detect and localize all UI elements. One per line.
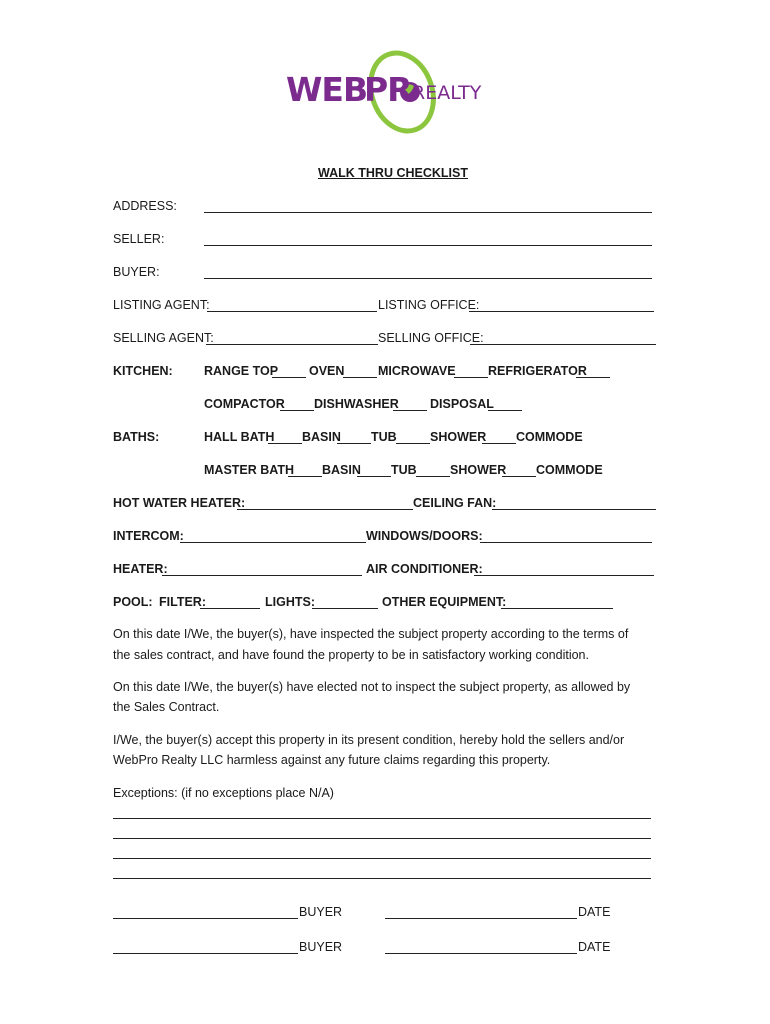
lights-line[interactable]	[312, 608, 378, 609]
baths-hall-bath-label: HALL BATH	[204, 430, 275, 444]
baths-master-tub-line[interactable]	[416, 476, 450, 477]
intercom-label: INTERCOM:	[113, 529, 184, 543]
selling-agent-label: SELLING AGENT:	[113, 331, 214, 345]
kitchen-disposal-line[interactable]	[488, 410, 522, 411]
logo-text-pro: PR	[364, 70, 412, 109]
windows-doors-label: WINDOWS/DOORS:	[366, 529, 483, 543]
para-not-inspected-line2: the Sales Contract.	[113, 700, 220, 714]
exceptions-line-3[interactable]	[113, 858, 651, 859]
page-title: WALK THRU CHECKLIST	[318, 166, 468, 180]
kitchen-dishwasher-label: DISHWASHER	[314, 397, 399, 411]
buyer-line[interactable]	[204, 278, 652, 279]
para-accept-line1: I/We, the buyer(s) accept this property in its present condition, hereby hold the sellers and/or	[113, 733, 625, 747]
intercom-line[interactable]	[180, 542, 366, 543]
date-line-2[interactable]	[385, 953, 577, 954]
selling-agent-line[interactable]	[206, 344, 378, 345]
listing-office-label: LISTING OFFICE:	[378, 298, 480, 312]
baths-master-basin-label: BASIN	[322, 463, 361, 477]
buyer-signature-label-2: BUYER	[299, 940, 343, 954]
para-inspected-line2: the sales contract, and have found the property to be in satisfactory working condition.	[113, 648, 589, 662]
air-conditioner-line[interactable]	[474, 575, 654, 576]
kitchen-compactor-line[interactable]	[280, 410, 314, 411]
kitchen-oven-line[interactable]	[343, 377, 377, 378]
kitchen-refrigerator-line[interactable]	[576, 377, 610, 378]
kitchen-oven-label: OVEN	[309, 364, 345, 378]
baths-master-basin-line[interactable]	[357, 476, 391, 477]
baths-master-shower-line[interactable]	[502, 476, 536, 477]
kitchen-microwave-line[interactable]	[454, 377, 488, 378]
baths-label: BATHS:	[113, 430, 160, 444]
baths-tub-line[interactable]	[396, 443, 430, 444]
pool-label: POOL:	[113, 595, 153, 609]
filter-label: FILTER:	[159, 595, 206, 609]
other-equipment-line[interactable]	[501, 608, 613, 609]
air-conditioner-label: AIR CONDITIONER:	[366, 562, 483, 576]
logo-text-web: WEB	[286, 70, 368, 109]
baths-shower-line[interactable]	[482, 443, 516, 444]
hot-water-heater-line[interactable]	[237, 509, 413, 510]
seller-line[interactable]	[204, 245, 652, 246]
logo-text-realty: REALTY	[412, 82, 482, 104]
kitchen-refrigerator-label: REFRIGERATOR	[488, 364, 587, 378]
exceptions-line-4[interactable]	[113, 878, 651, 879]
para-inspected-line1: On this date I/We, the buyer(s), have inspected the subject property according to the terms of	[113, 627, 629, 641]
baths-hall-bath-line[interactable]	[268, 443, 302, 444]
buyer-signature-line-2[interactable]	[113, 953, 298, 954]
selling-office-line[interactable]	[470, 344, 656, 345]
date-label-1: DATE	[578, 905, 611, 919]
windows-doors-line[interactable]	[480, 542, 652, 543]
filter-line[interactable]	[200, 608, 260, 609]
ceiling-fan-label: CEILING FAN:	[413, 496, 497, 510]
webpro-realty-logo	[282, 48, 492, 144]
hot-water-heater-label: HOT WATER HEATER:	[113, 496, 246, 510]
address-line[interactable]	[204, 212, 652, 213]
listing-agent-line[interactable]	[207, 311, 377, 312]
kitchen-compactor-label: COMPACTOR	[204, 397, 285, 411]
kitchen-range-top-line[interactable]	[272, 377, 306, 378]
exceptions-line-1[interactable]	[113, 818, 651, 819]
baths-shower-label: SHOWER	[430, 430, 487, 444]
baths-basin-line[interactable]	[337, 443, 371, 444]
buyer-signature-line-1[interactable]	[113, 918, 298, 919]
baths-master-bath-line[interactable]	[288, 476, 322, 477]
listing-office-line[interactable]	[469, 311, 654, 312]
date-line-1[interactable]	[385, 918, 577, 919]
selling-office-label: SELLING OFFICE:	[378, 331, 484, 345]
para-accept-line2: WebPro Realty LLC harmless against any future claims regarding this property.	[113, 753, 551, 767]
baths-basin-label: BASIN	[302, 430, 341, 444]
exceptions-label: Exceptions: (if no exceptions place N/A)	[113, 786, 334, 800]
baths-master-tub-label: TUB	[391, 463, 417, 477]
baths-master-shower-label: SHOWER	[450, 463, 507, 477]
other-equipment-label: OTHER EQUIPMENT:	[382, 595, 507, 609]
baths-commode-label: COMMODE	[516, 430, 583, 444]
listing-agent-label: LISTING AGENT:	[113, 298, 210, 312]
lights-label: LIGHTS:	[265, 595, 315, 609]
ceiling-fan-line[interactable]	[492, 509, 656, 510]
seller-label: SELLER:	[113, 232, 165, 246]
buyer-label: BUYER:	[113, 265, 160, 279]
date-label-2: DATE	[578, 940, 611, 954]
kitchen-disposal-label: DISPOSAL	[430, 397, 494, 411]
buyer-signature-label-1: BUYER	[299, 905, 343, 919]
kitchen-label: KITCHEN:	[113, 364, 173, 378]
kitchen-microwave-label: MICROWAVE	[378, 364, 456, 378]
heater-label: HEATER:	[113, 562, 168, 576]
kitchen-dishwasher-line[interactable]	[393, 410, 427, 411]
para-not-inspected-line1: On this date I/We, the buyer(s) have elected not to inspect the subject property, as allowed by	[113, 680, 631, 694]
exceptions-line-2[interactable]	[113, 838, 651, 839]
kitchen-range-top-label: RANGE TOP	[204, 364, 279, 378]
address-label: ADDRESS:	[113, 199, 177, 213]
baths-master-commode-label: COMMODE	[536, 463, 603, 477]
baths-master-bath-label: MASTER BATH	[204, 463, 295, 477]
heater-line[interactable]	[162, 575, 362, 576]
baths-tub-label: TUB	[371, 430, 397, 444]
